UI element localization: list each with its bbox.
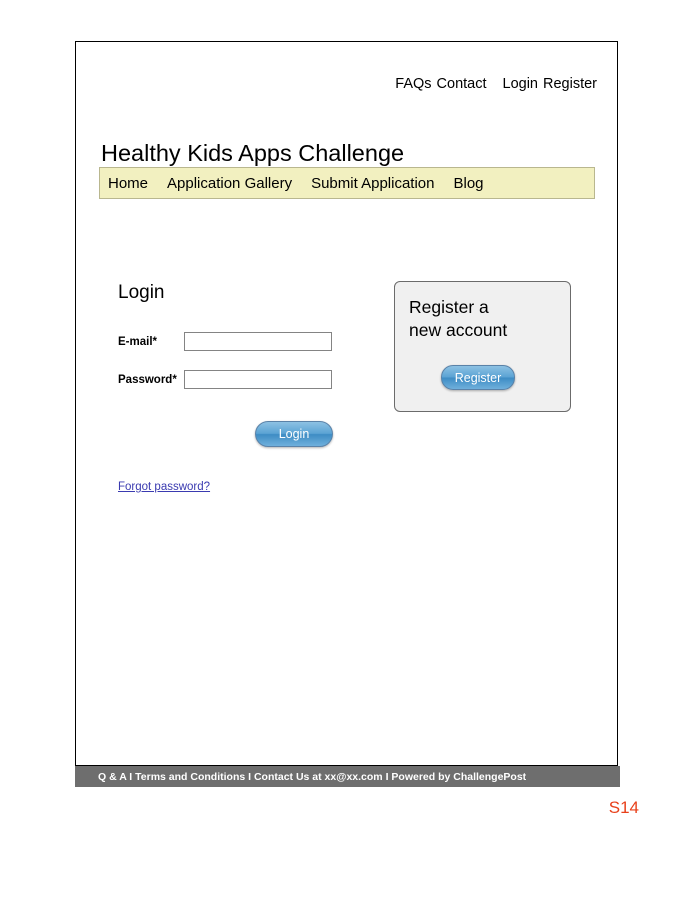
forgot-password-link[interactable]: Forgot password? xyxy=(118,481,211,493)
utility-nav xyxy=(395,76,597,92)
main-nav xyxy=(99,167,595,199)
register-panel xyxy=(394,281,571,412)
password-input[interactable] xyxy=(184,370,332,389)
slide-number: S14 xyxy=(608,798,639,817)
register-title-line1: Register a xyxy=(409,297,489,317)
utility-link-register[interactable]: Register xyxy=(543,76,597,92)
footer-bar xyxy=(75,766,620,787)
nav-item-home[interactable]: Home xyxy=(108,174,149,192)
utility-link-contact[interactable]: Contact xyxy=(436,76,487,92)
password-label: Password* xyxy=(118,373,177,386)
site-title: Healthy Kids Apps Challenge xyxy=(101,140,405,166)
footer-text: Q & A I Terms and Conditions I Contact Us at xx@xx.com I Powered by ChallengePost xyxy=(98,770,527,783)
nav-item-application-gallery[interactable]: Application Gallery xyxy=(167,174,293,192)
email-label: E-mail* xyxy=(118,335,157,348)
login-heading: Login xyxy=(118,282,165,303)
email-input[interactable] xyxy=(184,332,332,351)
nav-item-blog[interactable]: Blog xyxy=(453,174,484,192)
register-panel-title xyxy=(409,296,507,342)
email-field-row xyxy=(118,332,332,351)
register-button[interactable]: Register xyxy=(441,365,515,390)
login-button[interactable]: Login xyxy=(255,421,333,447)
utility-link-login[interactable]: Login xyxy=(502,76,538,92)
nav-item-submit-application[interactable]: Submit Application xyxy=(311,174,435,192)
page-mockup-frame xyxy=(75,41,618,766)
register-title-line2: new account xyxy=(409,320,508,340)
password-field-row xyxy=(118,370,332,389)
utility-link-faqs[interactable]: FAQs xyxy=(395,76,432,92)
